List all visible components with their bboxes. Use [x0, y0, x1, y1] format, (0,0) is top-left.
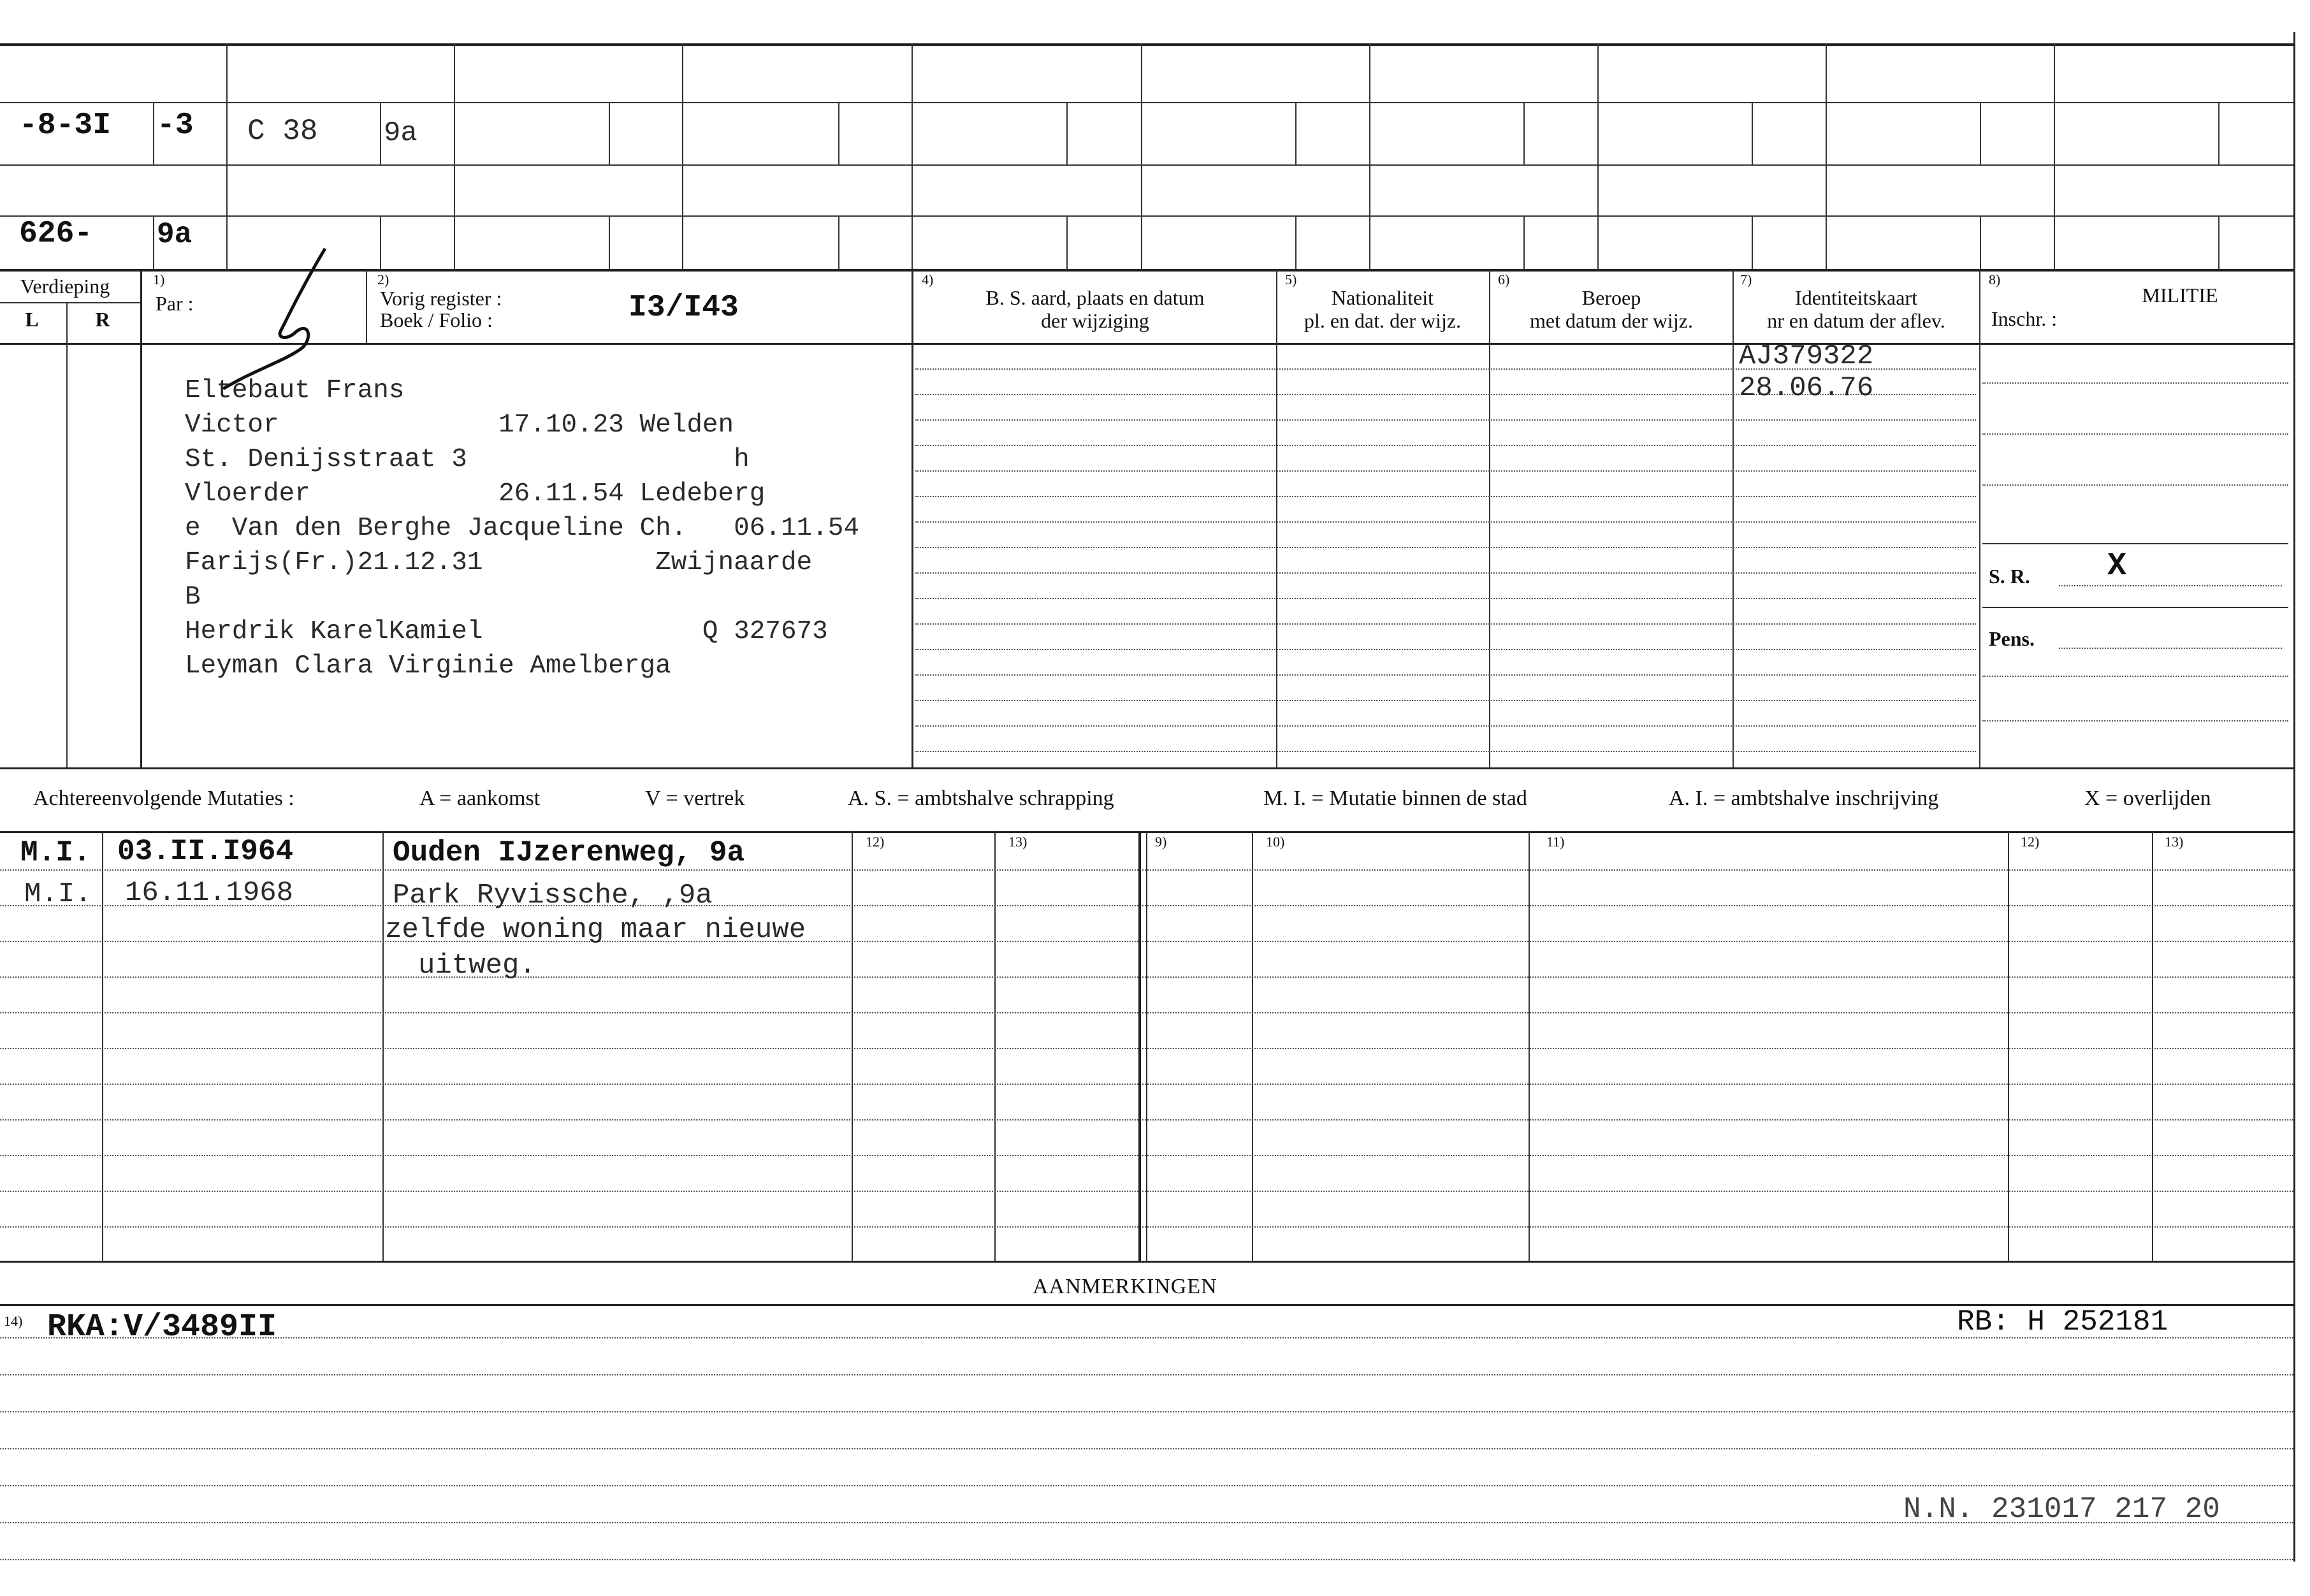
par-handwritten-mark	[217, 242, 331, 395]
index-date: -8-3I	[19, 108, 112, 143]
remarks-rb: RB: H 252181	[1957, 1305, 2168, 1338]
person-line: St. Denijsstraat 3 h	[185, 445, 750, 474]
col1-number: 1)	[153, 272, 165, 287]
nationality-header-line1: Nationaliteit	[1332, 286, 1434, 309]
sr-label: S. R.	[1989, 565, 2030, 588]
index-number: -3	[157, 108, 194, 143]
person-line: e Van den Berghe Jacqueline Ch. 06.11.54	[185, 514, 859, 543]
person-line: B	[185, 583, 201, 612]
id-card-header-line1: Identiteitskaart	[1795, 286, 1917, 309]
boek-folio-value: I3/I43	[628, 291, 739, 325]
mutation-type: M.I.	[20, 836, 91, 869]
occupation-header-line1: Beroep	[1581, 286, 1641, 309]
floor-left-label: L	[25, 308, 39, 331]
pens-label: Pens.	[1989, 627, 2035, 650]
verdieping-label: Verdieping	[20, 275, 110, 298]
legend-mutatie-binnen-stad: M. I. = Mutatie binnen de stad	[1263, 787, 1527, 810]
sr-value: X	[2107, 548, 2127, 584]
index-number-2: 626-	[19, 217, 93, 251]
legend-ambtshalve-schrapping: A. S. = ambtshalve schrapping	[848, 787, 1114, 810]
mutation-note-line2: uitweg.	[418, 950, 536, 982]
bs-header-line1: B. S. aard, plaats en datum	[985, 286, 1205, 309]
person-line: Vloerder 26.11.54 Ledeberg	[185, 479, 766, 509]
col8-number: 8)	[1989, 272, 2001, 287]
index-house-2: 9a	[157, 218, 192, 251]
col7-number: 7)	[1740, 272, 1752, 287]
mutation-date: 16.11.1968	[125, 877, 294, 909]
par-label: Par :	[156, 292, 194, 315]
legend-vertrek: V = vertrek	[645, 787, 745, 810]
col6-number: 6)	[1498, 272, 1510, 287]
mutations-title: Achtereenvolgende Mutaties :	[33, 787, 294, 810]
mut-col12-number: 12)	[866, 834, 885, 850]
mut-col11-number: 11)	[1546, 834, 1565, 850]
index-code: C 38	[247, 115, 318, 148]
id-card-date: 28.06.76	[1739, 372, 1874, 404]
nationality-header-line2: pl. en dat. der wijz.	[1304, 309, 1462, 332]
mutation-note-line1: zelfde woning maar nieuwe	[385, 914, 806, 946]
legend-ambtshalve-inschrijving: A. I. = ambtshalve inschrijving	[1669, 787, 1939, 810]
mut-col10-number: 10)	[1266, 834, 1285, 850]
mut-col13-number: 13)	[1008, 834, 1028, 850]
col4-number: 4)	[922, 272, 934, 287]
mut-col12b-number: 12)	[2021, 834, 2040, 850]
col2-number: 2)	[377, 272, 389, 287]
person-line: Victor 17.10.23 Welden	[185, 410, 734, 440]
remarks-title: AANMERKINGEN	[1033, 1275, 1217, 1298]
person-details	[185, 374, 859, 683]
mut-col9-number: 9)	[1155, 834, 1167, 850]
id-card-number: AJ379322	[1739, 340, 1874, 372]
militie-header: MILITIE	[2142, 284, 2218, 307]
remarks-number: 14)	[4, 1313, 23, 1329]
vorig-register-label: Vorig register :	[380, 287, 502, 310]
mutation-type: M.I.	[24, 878, 92, 910]
person-line: Leyman Clara Virginie Amelberga	[185, 651, 671, 681]
occupation-header-line2: met datum der wijz.	[1530, 309, 1693, 332]
inschr-label: Inschr. :	[1991, 307, 2058, 330]
col5-number: 5)	[1285, 272, 1297, 287]
remarks-nn: N.N. 231017 217 20	[1903, 1493, 2220, 1526]
id-card-header-line2: nr en datum der aflev.	[1767, 309, 1945, 332]
person-line: Herdrik KarelKamiel Q 327673	[185, 617, 828, 646]
remarks-rka: RKA:V/3489II	[47, 1309, 277, 1346]
boek-folio-label: Boek / Folio :	[380, 308, 493, 331]
legend-overlijden: X = overlijden	[2084, 787, 2211, 810]
mutation-address: Ouden IJzerenweg, 9a	[393, 836, 745, 869]
person-line: Farijs(Fr.)21.12.31 Zwijnaarde	[185, 548, 813, 577]
index-house: 9a	[384, 117, 418, 149]
bs-header-line2: der wijziging	[1041, 309, 1149, 332]
floor-right-label: R	[95, 308, 110, 331]
legend-aankomst: A = aankomst	[419, 787, 541, 810]
mutation-date: 03.II.I964	[117, 835, 294, 868]
person-line: Eltebaut Frans	[185, 376, 405, 405]
mutation-address: Park Ryvissche, ,9a	[393, 880, 713, 911]
mut-col13b-number: 13)	[2165, 834, 2184, 850]
